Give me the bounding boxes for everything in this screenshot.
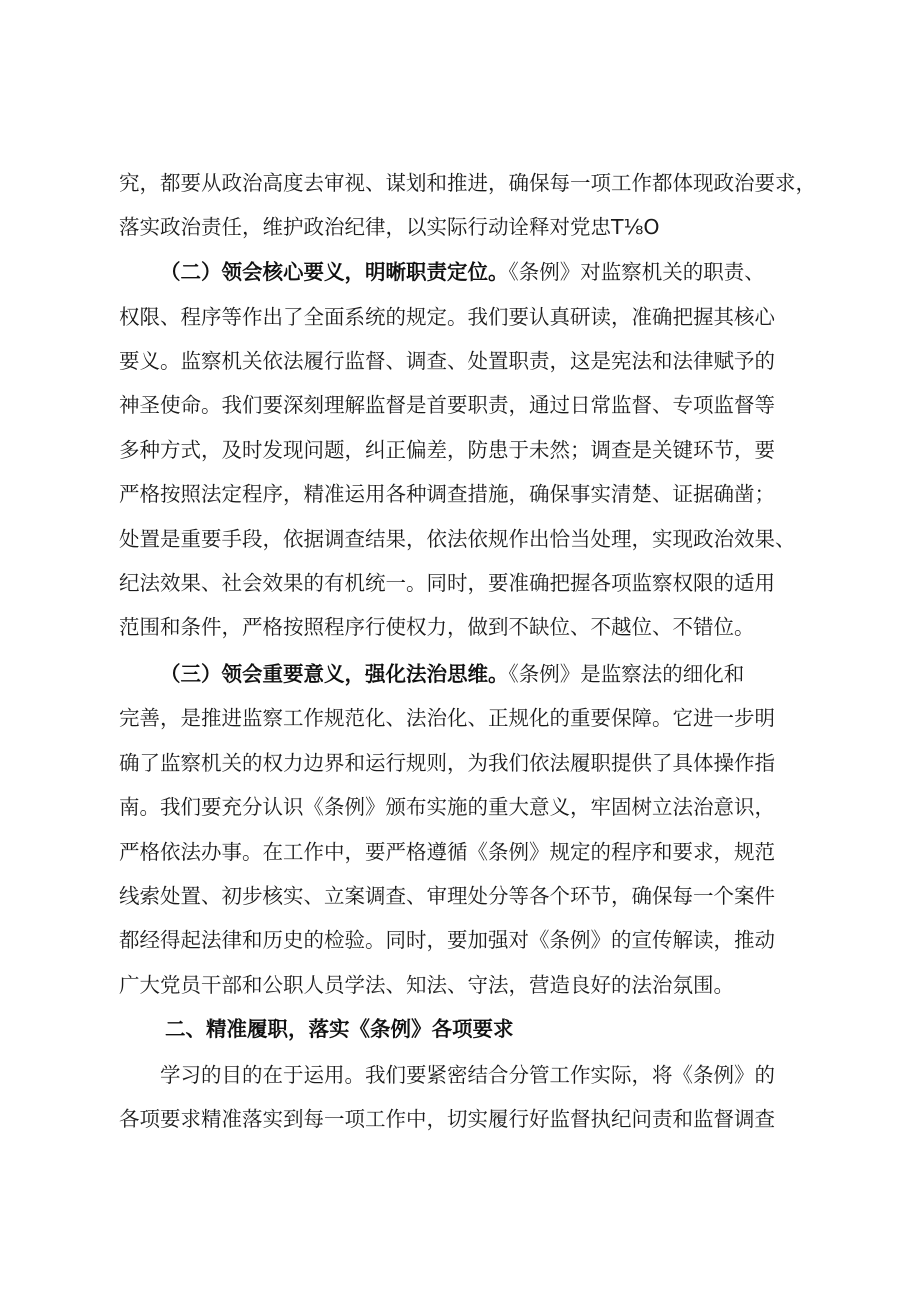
line-text: 各项要求精准落实到每一项工作中，切实履行好监督执纪问责和监督调查 [119, 1107, 775, 1131]
line-text: 严格按照法定程序，精准运用各种调查措施，确保事实清楚、证据确凿； [119, 482, 775, 506]
text-line [119, 479, 775, 509]
text-line [119, 390, 775, 420]
text-line [119, 568, 775, 598]
line-text: 范围和条件，严格按照程序行使权力，做到不缺位、不越位、不错位。 [119, 615, 755, 639]
text-line [119, 524, 796, 554]
line-text: 确了监察机关的权力边界和运行规则，为我们依法履职提供了具体操作指 [119, 751, 775, 775]
line-text: 要义。监察机关依法履行监督、调查、处置职责，这是宪法和法律赋予的 [119, 349, 775, 373]
text-line [119, 792, 775, 822]
paragraph-heading-line [160, 257, 765, 287]
line-text: 《条例》对监察机关的职责、 [508, 260, 765, 284]
text-line [119, 302, 775, 332]
text-line [119, 703, 775, 733]
line-text: 完善，是推进监察工作规范化、法治化、正规化的重要保障。它进一步明 [119, 706, 775, 730]
line-text: 权限、程序等作出了全面系统的规定。我们要认真研读，准确把握其核心 [119, 305, 775, 329]
line-text: 线索处置、初步核实、立案调查、审理处分等各个环节，确保每一个案件 [119, 884, 775, 908]
text-line [119, 837, 775, 867]
paragraph-heading-line [160, 659, 744, 689]
line-text: 多种方式，及时发现问题，纠正偏差，防患于未然；调查是关键环节，要 [119, 438, 775, 462]
line-text: 神圣使命。我们要深刻理解监督是首要职责，通过日常监督、专项监督等 [119, 393, 775, 417]
line-text: 《条例》是监察法的细化和 [508, 662, 745, 686]
text-line [119, 346, 775, 376]
line-text: 学习的目的在于运用。我们要紧密结合分管工作实际，将《条例》的 [160, 1063, 775, 1087]
text-line [119, 925, 775, 955]
text-line [119, 612, 755, 642]
line-text: 广大党员干部和公职人员学法、知法、守法，营造良好的法治氛围。 [119, 973, 734, 997]
line-text: 都经得起法律和历史的检验。同时，要加强对《条例》的宣传解读，推动 [119, 928, 775, 952]
line-text: 南。我们要充分认识《条例》颁布实施的重大意义，牢固树立法治意识， [119, 795, 775, 819]
text-line [119, 881, 775, 911]
text-line [119, 168, 816, 198]
section-heading [165, 1014, 514, 1044]
text-line [119, 212, 660, 242]
paragraph-heading: （二）领会核心要义，明晰职责定位。 [160, 260, 509, 284]
text-line [119, 970, 734, 1000]
line-text: 究，都要从政治高度去审视、谋划和推进，确保每一项工作都体现政治要求， [119, 171, 816, 195]
line-text: 纪法效果、社会效果的有机统一。同时，要准确把握各项监察权限的适用 [119, 571, 775, 595]
text-line [119, 435, 775, 465]
line-text: 严格依法办事。在工作中，要严格遵循《条例》规定的程序和要求，规范 [119, 840, 775, 864]
line-text: 落实政治责任，维护政治纪律，以实际行动诠释对党忠T⅛O [119, 215, 660, 239]
paragraph-heading: （三）领会重要意义，强化法治思维。 [160, 662, 509, 686]
text-line [160, 1060, 775, 1090]
text-line [119, 748, 775, 778]
line-text: 处置是重要手段，依据调查结果，依法依规作出恰当处理，实现政治效果、 [119, 527, 796, 551]
section-heading-text: 二、精准履职，落实《条例》各项要求 [165, 1017, 514, 1041]
text-line [119, 1104, 775, 1134]
